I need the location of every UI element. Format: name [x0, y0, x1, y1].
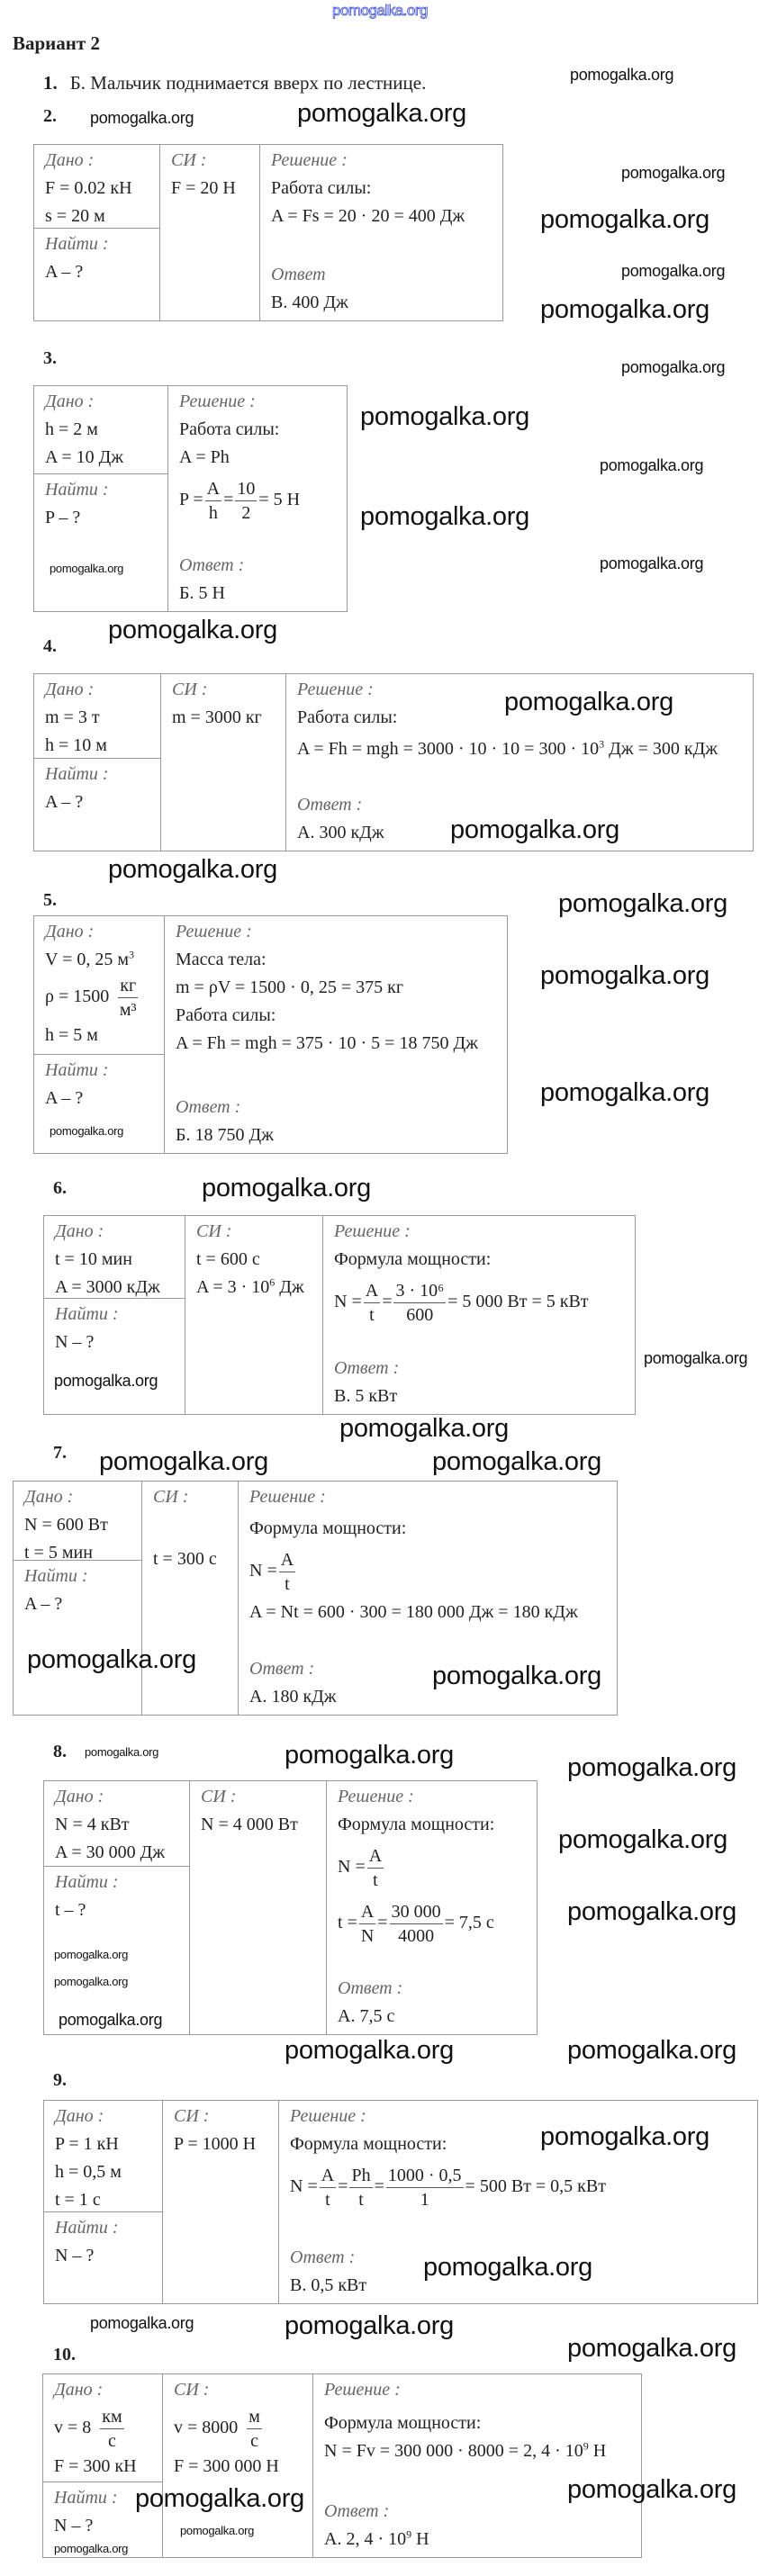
- find-label: Найти :: [45, 1060, 109, 1080]
- answer-value: А. 180 кДж: [249, 1687, 337, 1707]
- solution-line: Формула мощности:: [338, 1815, 495, 1834]
- find-label: Найти :: [55, 2218, 119, 2238]
- si-value: m = 3000 кг: [172, 707, 262, 727]
- problem-number: 2.: [43, 106, 57, 126]
- si-label: СИ :: [174, 2106, 210, 2126]
- given-value: s = 20 м: [45, 206, 105, 226]
- solution-line: Формула мощности:: [334, 1249, 492, 1269]
- answer-label: Ответ: [271, 265, 326, 284]
- find-value: N – ?: [55, 2246, 95, 2265]
- given-value: ρ = 1500 кг м³: [45, 976, 137, 1020]
- watermark: pomogalka.org: [600, 554, 704, 572]
- problem-number: 4.: [43, 636, 57, 656]
- solution-section: [323, 1216, 635, 1414]
- problem-number: 5.: [43, 890, 57, 910]
- watermark: pomogalka.org: [50, 562, 124, 575]
- find-label: Найти :: [24, 1566, 88, 1586]
- problem-number: 6.: [53, 1178, 67, 1198]
- si-value: F = 300 000 Н: [174, 2455, 279, 2476]
- solution-line: Работа силы:: [179, 419, 280, 439]
- watermark: pomogalka.org: [621, 164, 726, 182]
- watermark: pomogalka.org: [621, 262, 726, 280]
- formula: N = $\frac{A}{t}$: [338, 1845, 383, 1890]
- given-value: V = 0, 25 $м^3$: [45, 948, 135, 969]
- find-value: A – ?: [45, 792, 84, 812]
- solution-label: Решение :: [249, 1487, 326, 1507]
- answer-value: А. 7,5 с: [338, 2006, 395, 2026]
- find-section: [34, 759, 160, 818]
- answer-value: А. 300 кДж: [297, 823, 384, 842]
- problem-5-table: [33, 915, 508, 1154]
- given-section: [44, 1216, 185, 1299]
- watermark: pomogalka.org: [90, 109, 194, 127]
- si-value: v = 8000 м с: [174, 2406, 260, 2451]
- problem-number: 7.: [53, 1443, 67, 1463]
- watermark: pomogalka.org: [285, 2036, 454, 2065]
- si-value: P = 1000 Н: [174, 2134, 257, 2154]
- solution-line: A = Nt = 600 · 300 = 180 000 Дж = 180 кДж: [249, 1602, 578, 1622]
- watermark: pomogalka.org: [285, 2311, 454, 2340]
- given-value: A = 3000 кДж: [55, 1277, 160, 1297]
- si-value: t = 300 с: [153, 1549, 217, 1569]
- answer-value: Б. 18 750 Дж: [176, 1125, 274, 1145]
- answer-label: Ответ :: [297, 795, 363, 815]
- solution-label: Решение :: [179, 392, 256, 411]
- formula: A = Fh = mgh = $3000 \cdot 10 \cdot 10 = 300 \cdot 10^3$ Дж = 300 кДж: [297, 737, 718, 759]
- watermark: pomogalka.org: [54, 1975, 129, 1988]
- watermark: pomogalka.org: [540, 205, 709, 234]
- find-value: A – ?: [24, 1594, 63, 1614]
- watermark: pomogalka.org: [540, 295, 709, 324]
- answer-text: Б. Мальчик поднимается вверх по лестнице.: [69, 72, 427, 94]
- given-value: v = 8 км с: [54, 2406, 122, 2451]
- watermark: pomogalka.org: [99, 1447, 268, 1476]
- solution-section: [168, 386, 347, 611]
- problem-number: 8.: [53, 1742, 67, 1761]
- si-label: СИ :: [201, 1787, 237, 1806]
- solution-label: Решение :: [176, 922, 252, 941]
- solution-label: Решение :: [334, 1221, 411, 1241]
- given-value: t = 5 мин: [24, 1543, 93, 1563]
- given-section: [43, 2374, 162, 2482]
- problem-number: 3.: [43, 348, 57, 368]
- find-label: Найти :: [45, 480, 109, 500]
- formula: N = $\frac{A}{t}$ = $\frac{Ph}{t}$ = $\frac{1000 \cdot 0,5}{1}$ = 500 Вт = 0,5 кВт: [290, 2165, 606, 2210]
- solution-line: Масса тела:: [176, 950, 267, 969]
- solution-line: Формула мощности:: [249, 1518, 407, 1538]
- watermark: pomogalka.org: [567, 2475, 736, 2504]
- find-label: Найти :: [45, 764, 109, 784]
- find-label: Найти :: [45, 234, 109, 254]
- find-section: [34, 229, 159, 288]
- watermark: pomogalka.org: [644, 1349, 748, 1367]
- si-label: СИ :: [172, 680, 208, 699]
- given-label: Дано :: [45, 680, 95, 699]
- solution-line: A = Ph: [179, 447, 230, 467]
- answer-label: Ответ :: [176, 1097, 241, 1117]
- watermark: pomogalka.org: [621, 358, 726, 376]
- given-section: [34, 145, 159, 229]
- problem-number: 10.: [53, 2345, 76, 2364]
- find-section: [44, 1867, 189, 1926]
- answer-value: В. 400 Дж: [271, 293, 348, 312]
- answer-value: В. 5 кВт: [334, 1386, 398, 1406]
- watermark: pomogalka.org: [90, 2314, 194, 2332]
- watermark: pomogalka.org: [360, 502, 529, 531]
- given-section: [34, 386, 167, 474]
- answer-label: Ответ :: [249, 1659, 315, 1679]
- solution-section: [165, 916, 507, 1153]
- answer-value: Б. 5 Н: [179, 583, 225, 603]
- given-value: A = 30 000 Дж: [55, 1842, 166, 1862]
- given-value: h = 5 м: [45, 1025, 98, 1045]
- given-value: t = 1 с: [55, 2190, 101, 2210]
- given-value: A = 10 Дж: [45, 447, 124, 467]
- find-value: N – ?: [55, 1332, 95, 1352]
- watermark: pomogalka.org: [180, 2524, 255, 2537]
- answer-label: Ответ :: [334, 1358, 400, 1378]
- solution-label: Решение :: [324, 2380, 401, 2400]
- watermark: pomogalka.org: [360, 402, 529, 431]
- si-value: N = 4 000 Вт: [201, 1815, 298, 1834]
- find-section: [34, 1055, 164, 1114]
- solution-line: m = ρV = 1500 · 0, 25 = 375 кг: [176, 977, 404, 997]
- find-label: Найти :: [55, 1872, 119, 1892]
- given-value: F = 300 кН: [54, 2455, 137, 2476]
- si-label: СИ :: [153, 1487, 189, 1507]
- watermark: pomogalka.org: [540, 2122, 709, 2151]
- given-label: Дано :: [55, 1221, 104, 1241]
- answer-value: В. 0,5 кВт: [290, 2275, 367, 2295]
- find-section: [44, 2212, 162, 2272]
- given-label: Дано :: [55, 1787, 104, 1806]
- problem-2-table: [33, 144, 503, 321]
- watermark: pomogalka.org: [567, 2036, 736, 2065]
- given-value: m = 3 т: [45, 707, 100, 727]
- find-section: [44, 1299, 185, 1358]
- given-section: [34, 916, 164, 1055]
- solution-line: Работа силы:: [297, 707, 398, 727]
- watermark: pomogalka.org: [27, 1645, 196, 1674]
- watermark: pomogalka.org: [297, 99, 466, 128]
- page-title: Вариант 2: [13, 32, 100, 54]
- given-label: Дано :: [55, 2106, 104, 2126]
- find-label: Найти :: [54, 2488, 118, 2508]
- solution-line: Формула мощности:: [324, 2413, 482, 2433]
- given-value: h = 10 м: [45, 735, 107, 755]
- solution-line: Формула мощности:: [290, 2134, 447, 2154]
- given-section: [14, 1482, 141, 1561]
- formula: N = Fv = 300 000 · 8000 = 2, $4 \cdot 10^9$ Н: [324, 2439, 607, 2461]
- watermark: pomogalka.org: [54, 2542, 129, 2555]
- watermark: pomogalka.org: [423, 2253, 592, 2282]
- find-value: t – ?: [55, 1900, 86, 1920]
- watermark: pomogalka.org: [54, 1372, 158, 1390]
- problem-3-table: [33, 385, 348, 612]
- formula: N = $\frac{A}{t}$: [249, 1549, 294, 1594]
- given-label: Дано :: [45, 392, 95, 411]
- watermark: pomogalka.org: [567, 1897, 736, 1926]
- watermark: pomogalka.org: [108, 855, 277, 884]
- watermark: pomogalka.org: [85, 1745, 159, 1759]
- find-value: A – ?: [45, 1088, 84, 1108]
- given-section: [44, 1781, 189, 1867]
- si-label: СИ :: [171, 150, 207, 170]
- given-section: [34, 674, 160, 759]
- given-label: Дано :: [45, 150, 95, 170]
- given-label: Дано :: [45, 922, 95, 941]
- solution-label: Решение :: [338, 1787, 414, 1806]
- si-section: [190, 1781, 326, 2034]
- solution-line: A = Fs = 20 · 20 = 400 Дж: [271, 206, 465, 226]
- solution-line: A = Fh = mgh = 375 · 10 · 5 = 18 750 Дж: [176, 1033, 478, 1053]
- watermark: pomogalka.org: [285, 1741, 454, 1770]
- solution-label: Решение :: [290, 2106, 366, 2126]
- given-label: Дано :: [24, 1487, 74, 1507]
- answer-label: Ответ :: [179, 555, 245, 575]
- answer-label: Ответ :: [338, 1978, 403, 1998]
- find-section: [14, 1561, 141, 1620]
- problem-number: 9.: [53, 2070, 67, 2090]
- watermark: pomogalka.org: [432, 1447, 601, 1476]
- find-value: A – ?: [45, 262, 84, 282]
- given-value: N = 600 Вт: [24, 1515, 108, 1535]
- watermark: pomogalka.org: [59, 2011, 163, 2029]
- watermark: pomogalka.org: [108, 616, 277, 644]
- si-label: СИ :: [174, 2380, 210, 2400]
- solution-section: [327, 1781, 537, 2034]
- si-section: [161, 674, 285, 851]
- given-label: Дано :: [54, 2380, 104, 2400]
- watermark: pomogalka.org: [540, 1078, 709, 1107]
- given-value: h = 0,5 м: [55, 2162, 122, 2182]
- answer-value: А. 2, $4 \cdot 10^9$ Н: [324, 2527, 429, 2549]
- problem-1: [43, 72, 426, 95]
- formula: t = $\frac{A}{N}$ = $\frac{30 000}{4000}$ = 7,5 с: [338, 1901, 494, 1946]
- formula: P = $\frac{A}{h}$ = $\frac{10}{2}$ = 5 Н: [179, 478, 301, 523]
- watermark: pomogalka.org: [540, 961, 709, 990]
- formula: N = $\frac{A}{t}$ = $\frac{\text{3 · 10⁶}}{600}$ = 5 000 Вт = 5 кВт: [334, 1280, 589, 1325]
- answer-label: Ответ :: [290, 2247, 356, 2267]
- given-value: F = 0.02 кН: [45, 178, 132, 198]
- find-value: P – ?: [45, 508, 81, 527]
- si-section: [185, 1216, 322, 1414]
- problem-10-table: [42, 2373, 642, 2558]
- si-section: [163, 2101, 278, 2303]
- solution-line: Работа силы:: [176, 1005, 276, 1025]
- watermark: pomogalka.org: [504, 688, 673, 716]
- find-label: Найти :: [55, 1304, 119, 1324]
- watermark: pomogalka.org: [567, 1753, 736, 1782]
- solution-label: Решение :: [297, 680, 374, 699]
- watermark: pomogalka.org: [50, 1124, 124, 1138]
- watermark: pomogalka.org: [54, 1948, 129, 1961]
- si-value: t = 600 с: [196, 1249, 260, 1269]
- si-label: СИ :: [196, 1221, 232, 1241]
- watermark: pomogalka.org: [558, 1825, 727, 1854]
- watermark: pomogalka.org: [567, 2334, 736, 2363]
- given-value: N = 4 кВт: [55, 1815, 130, 1834]
- watermark: pomogalka.org: [339, 1414, 509, 1443]
- solution-label: Решение :: [271, 150, 348, 170]
- given-section: [44, 2101, 162, 2212]
- site-logo[interactable]: pomogalka.org: [332, 2, 428, 19]
- answer-label: Ответ :: [324, 2501, 390, 2521]
- given-value: P = 1 кН: [55, 2134, 119, 2154]
- solution-section: [313, 2374, 641, 2557]
- solution-section: [260, 145, 502, 320]
- watermark: pomogalka.org: [558, 889, 727, 918]
- watermark: pomogalka.org: [600, 456, 704, 474]
- problem-8-table: [43, 1780, 538, 2035]
- given-value: t = 10 мин: [55, 1249, 132, 1269]
- watermark: pomogalka.org: [202, 1174, 371, 1202]
- solution-line: Работа силы:: [271, 178, 372, 198]
- si-value: $A = 3 \cdot 10^6$ Дж: [196, 1275, 304, 1297]
- find-value: N – ?: [54, 2516, 94, 2535]
- si-section: [142, 1482, 238, 1715]
- si-section: [160, 145, 259, 320]
- problem-number: 1.: [43, 72, 58, 94]
- watermark: pomogalka.org: [135, 2484, 304, 2513]
- find-section: [34, 474, 167, 534]
- given-value: h = 2 м: [45, 419, 98, 439]
- watermark: pomogalka.org: [570, 66, 674, 84]
- watermark: pomogalka.org: [450, 815, 619, 844]
- watermark: pomogalka.org: [432, 1662, 601, 1690]
- si-value: F = 20 Н: [171, 178, 236, 198]
